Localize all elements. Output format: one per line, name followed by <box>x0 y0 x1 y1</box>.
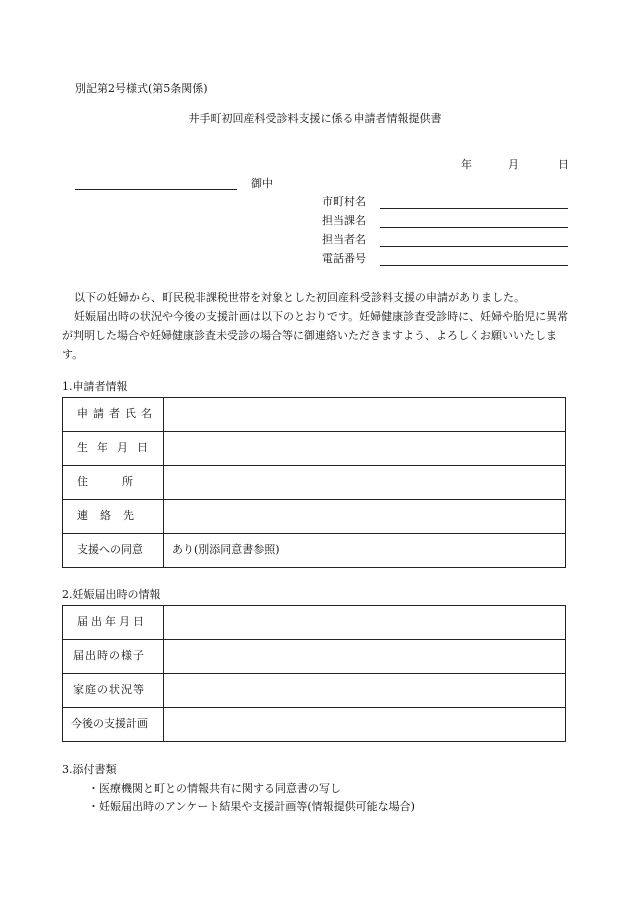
body-paragraph: 以下の妊婦から、町民税非課税世帯を対象とした初回産科受診料支援の申請がありました。 <box>74 291 525 304</box>
row-label: 支援への同意 <box>63 534 164 568</box>
row-value[interactable] <box>164 606 566 640</box>
table-row <box>63 398 566 432</box>
row-value[interactable] <box>164 708 566 742</box>
attachment-item: ・医療機関と町との情報共有に関する同意書の写し <box>88 782 341 795</box>
row-label: 今後の支援計画 <box>63 708 164 742</box>
row-value[interactable] <box>164 398 566 432</box>
sender-label: 担当課名 <box>322 214 366 227</box>
table-row <box>63 500 566 534</box>
sender-blank-line <box>380 227 568 228</box>
table-row <box>63 534 566 568</box>
body-paragraph: 妊娠届出時の状況や今後の支援計画は以下のとおりです。妊婦健康診査受診時に、妊婦や胎児に異常が判明した場合や妊婦健康診査未受診の場合等に御連絡いただきますよう、よろしくお願いいたします。 <box>62 310 569 361</box>
sender-field-municipality <box>322 195 572 213</box>
date-month-label: 月 <box>508 158 519 171</box>
table-row <box>63 466 566 500</box>
date-year-label: 年 <box>461 158 472 171</box>
row-value[interactable]: あり(別添同意書参照) <box>164 534 566 568</box>
sender-label: 電話番号 <box>322 252 366 265</box>
row-label: 届出年月日 <box>63 606 164 640</box>
sender-blank-line <box>380 208 568 209</box>
section-heading-attachments: 3.添付書類 <box>62 763 117 776</box>
row-value[interactable] <box>164 500 566 534</box>
pregnancy-info-table <box>62 605 566 742</box>
sender-blank-line <box>380 265 568 266</box>
body-text <box>62 288 577 364</box>
row-value[interactable] <box>164 432 566 466</box>
table-row <box>63 432 566 466</box>
row-value[interactable] <box>164 674 566 708</box>
sender-field-phone <box>322 252 572 270</box>
sender-field-department <box>322 214 572 232</box>
row-label: 申請者氏名 <box>63 398 164 432</box>
row-value[interactable] <box>164 466 566 500</box>
date-day-label: 日 <box>558 158 569 171</box>
row-label: 届出時の様子 <box>63 640 164 674</box>
form-number: 別記第2号様式(第5条関係) <box>75 82 208 95</box>
document-title: 井手町初回産科受診料支援に係る申請者情報提供書 <box>188 112 442 125</box>
row-label: 連絡先 <box>63 500 164 534</box>
table-row <box>63 606 566 640</box>
applicant-info-table <box>62 397 566 568</box>
section-heading-applicant: 1.申請者情報 <box>62 380 128 393</box>
sender-field-person <box>322 233 572 251</box>
addressee-suffix: 御中 <box>251 177 273 190</box>
section-heading-pregnancy: 2.妊娠届出時の情報 <box>62 588 161 601</box>
sender-label: 市町村名 <box>322 195 366 208</box>
addressee-blank-line <box>75 189 237 190</box>
attachment-item: ・妊娠届出時のアンケート結果や支援計画等(情報提供可能な場合) <box>88 800 415 813</box>
row-label: 住 所 <box>63 466 164 500</box>
table-row <box>63 640 566 674</box>
row-label: 家庭の状況等 <box>63 674 164 708</box>
sender-label: 担当者名 <box>322 233 366 246</box>
row-label: 生年月日 <box>63 432 164 466</box>
table-row <box>63 708 566 742</box>
row-value[interactable] <box>164 640 566 674</box>
table-row <box>63 674 566 708</box>
sender-blank-line <box>380 246 568 247</box>
